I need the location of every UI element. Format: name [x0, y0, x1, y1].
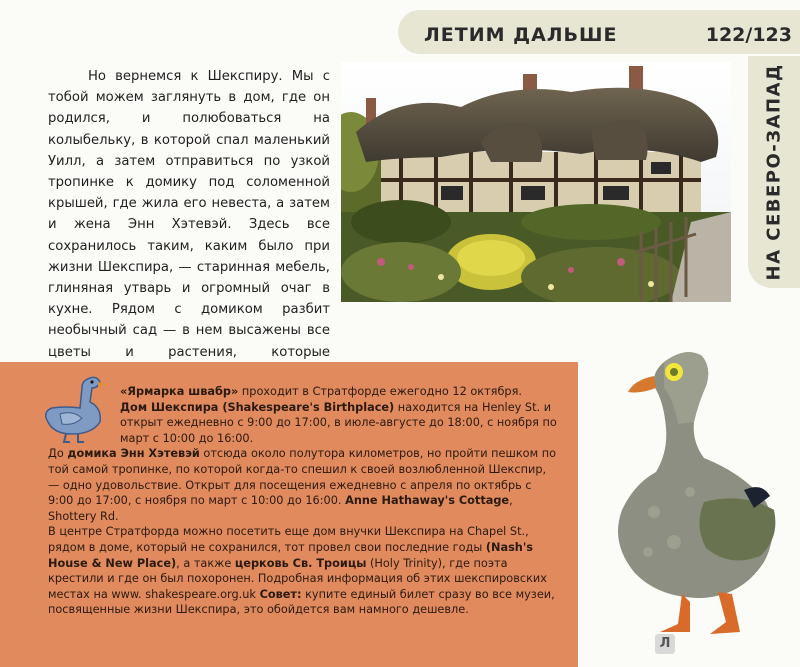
nash-house-name: (Nash's House & New Place)	[48, 540, 534, 570]
birthplace-name: Дом Шекспира (Shakespeare's Birthplace)	[120, 400, 395, 414]
chapter-side-tab	[748, 56, 800, 288]
cottage-english-name: Anne Hathaway's Cottage	[345, 494, 510, 508]
fair-text: проходит в Стратфорде ежегодно 12 октября.	[238, 385, 522, 398]
tip-label: Совет:	[259, 587, 302, 601]
page-numbers: 122/123	[705, 24, 792, 46]
cottage-address: , Shottery Rd.	[48, 494, 513, 523]
church-name: церковь Св. Троицы	[234, 556, 367, 570]
cottage-name: домика Энн Хэтевэй	[67, 447, 200, 461]
logo-watermark: Л	[655, 634, 675, 654]
goose-icon	[40, 372, 110, 444]
birthplace-text: находится на Henley St. и открыт ежедневно с 9:00 до 17:00, в июле-августе до 18:00, с ноября по март с 10:00 до 16:00.	[120, 400, 557, 445]
info-paragraph-1	[48, 384, 560, 400]
page-header	[398, 10, 800, 54]
cottage-photo	[341, 62, 731, 302]
center-text-2: , а также	[176, 556, 235, 570]
info-paragraph-3	[48, 446, 560, 524]
main-paragraph: Но вернемся к Шекспиру. Мы с тобой можем заглянуть в дом, где он родился, и полюбоваться на колыбельку, в которой спал маленький Уилл, а затем отправиться по узкой тропинке к домику под соломенной крышей, где жила его невеста, а затем и жена Энн Хэтевэй. Здесь все сохранилось таким, каким было при жизни Шекспира, — старинная мебель, глиняная утварь и огромный очаг в кухне. Рядом с домиком разбит необычный сад — в нем высажены все цветы и растения, которые	[48, 69, 330, 360]
info-paragraph-4	[48, 524, 560, 618]
goose-illustration	[594, 342, 794, 642]
info-content	[48, 384, 560, 618]
cottage-text-2: отсюда около полутора километров, но пройти пешком по той самой тропинке, по которой когда-то спешил к своей возлюбленной Шекспир, — одно удовольствие. Открыт для посещения ежедневно с апреля по октябрь с 9:00 до 17:00, с ноября по март с 10:00 до 16:00.	[48, 447, 556, 508]
tip-text: купите единый билет сразу во все музеи, посвященные жизни Шекспира, это обойдется вам намного дешевле.	[48, 587, 555, 617]
center-text-1: В центре Стратфорда можно посетить еще дом внучки Шекспира на Chapel St., рядом в доме, который не сохранился, тот провел свои последние годы	[48, 525, 529, 554]
section-title: ЛЕТИМ ДАЛЬШЕ	[424, 24, 618, 46]
info-paragraph-2	[48, 400, 560, 447]
chapter-label: НА СЕВЕРО-ЗАПАД	[763, 63, 785, 281]
cottage-text-1: До	[48, 447, 68, 461]
fair-name: «Ярмарка швабр»	[120, 385, 239, 398]
center-text-3: (Holy Trinity), где поэта крестили и где он был похоронен. Подробная информация об этих шекспировских местах на www. shakespeare.org.uk	[48, 556, 547, 601]
